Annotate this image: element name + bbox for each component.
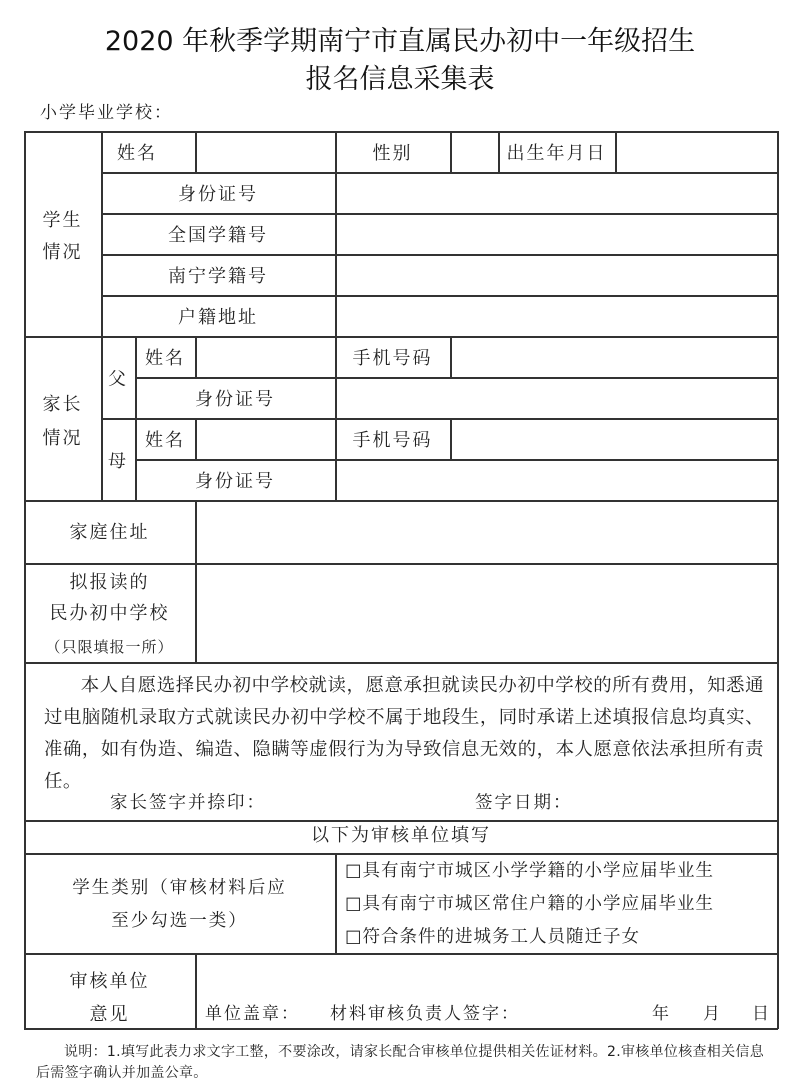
unit-stamp-label: 单位盖章： [205,1004,300,1024]
reviewer-signature-label: 材料审核负责人签字： [330,1004,520,1024]
father-name-field[interactable] [197,338,334,376]
category-option-urban-enrollment[interactable]: □具有南宁市城区小学学籍的小学应届毕业生 [345,861,715,881]
category-option-urban-hukou[interactable]: □具有南宁市城区常住户籍的小学应届毕业生 [345,894,715,914]
father-phone-field[interactable] [452,338,776,376]
parent-signature-field[interactable] [270,790,460,816]
review-month-label: 月 [703,1004,722,1024]
parent-section-label-1: 家长 [42,394,83,415]
school-choice-limit: （只限填报一所） [45,638,174,656]
mother-label: 母 [108,451,128,472]
declaration-text: 本人自愿选择民办初中学校就读，愿意承担就读民办初中学校的所有费用，知悉通过电脑随机录取方式就读民办初中学校不属于地段生，同时承诺上述填报信息均真实、准确，如有伪造、编造、隐瞒等虚假行为为导致信息无效的，本人愿意依法承担所有责任。 [44,675,764,792]
national-student-no-label: 全国学籍号 [168,225,268,246]
birth-date-label: 出生年月日 [506,143,607,164]
hukou-address-label: 户籍地址 [178,307,258,328]
gender-field[interactable] [452,133,497,171]
father-label: 父 [108,369,128,390]
category-label-1: 学生类别（审核材料后应 [72,878,287,898]
school-choice-field[interactable] [197,565,776,661]
father-id-label: 身份证号 [195,389,275,410]
mother-phone-label: 手机号码 [352,430,433,451]
form-title-line1: 2020 年秋季学期南宁市直属民办初中一年级招生 [104,26,696,57]
home-address-label: 家庭住址 [69,522,150,543]
nanning-student-no-field[interactable] [337,256,776,294]
student-section-label-2: 情况 [42,242,83,263]
mother-phone-field[interactable] [452,420,776,458]
student-id-label: 身份证号 [178,184,258,205]
review-opinion-label-1: 审核单位 [69,971,150,992]
review-year-label: 年 [652,1004,671,1024]
father-id-field[interactable] [337,379,776,417]
school-choice-label-2: 民办初中学校 [49,603,170,624]
gender-label: 性别 [372,143,413,164]
mother-name-field[interactable] [197,420,334,458]
sign-date-field[interactable] [570,790,760,816]
review-opinion-field[interactable] [197,955,776,1000]
category-option-migrant-children[interactable]: □符合条件的进城务工人员随迁子女 [345,927,641,947]
sign-date-label: 签字日期： [475,793,573,813]
home-address-field[interactable] [197,502,776,562]
parent-section-label-2: 情况 [42,428,83,449]
student-name-label: 姓名 [117,143,157,164]
category-label-2: 至少勾选一类） [111,911,248,931]
school-choice-label-1: 拟报读的 [69,572,150,593]
national-student-no-field[interactable] [337,215,776,253]
hukou-address-field[interactable] [337,297,776,335]
father-phone-label: 手机号码 [352,348,433,369]
birth-date-field[interactable] [617,133,776,171]
mother-name-label: 姓名 [145,430,185,451]
review-opinion-label-2: 意见 [89,1004,130,1025]
nanning-student-no-label: 南宁学籍号 [168,266,268,287]
student-id-field[interactable] [337,174,776,212]
father-name-label: 姓名 [145,348,185,369]
student-name-field[interactable] [197,133,334,171]
parent-signature-label: 家长签字并捺印： [110,793,266,813]
review-day-label: 日 [752,1004,771,1024]
student-section-label-1: 学生 [42,210,83,231]
primary-school-label: 小学毕业学校： [40,103,173,123]
form-instructions-note: 说明：1.填写此表力求文字工整，不要涂改，请家长配合审核单位提供相关佐证材料。2.审核单位核查相关信息后需签字确认并加盖公章。 [36,1044,765,1081]
review-section-header: 以下为审核单位填写 [311,825,491,846]
mother-id-label: 身份证号 [195,471,275,492]
mother-id-field[interactable] [337,461,776,499]
form-title-line2: 报名信息采集表 [305,64,495,95]
